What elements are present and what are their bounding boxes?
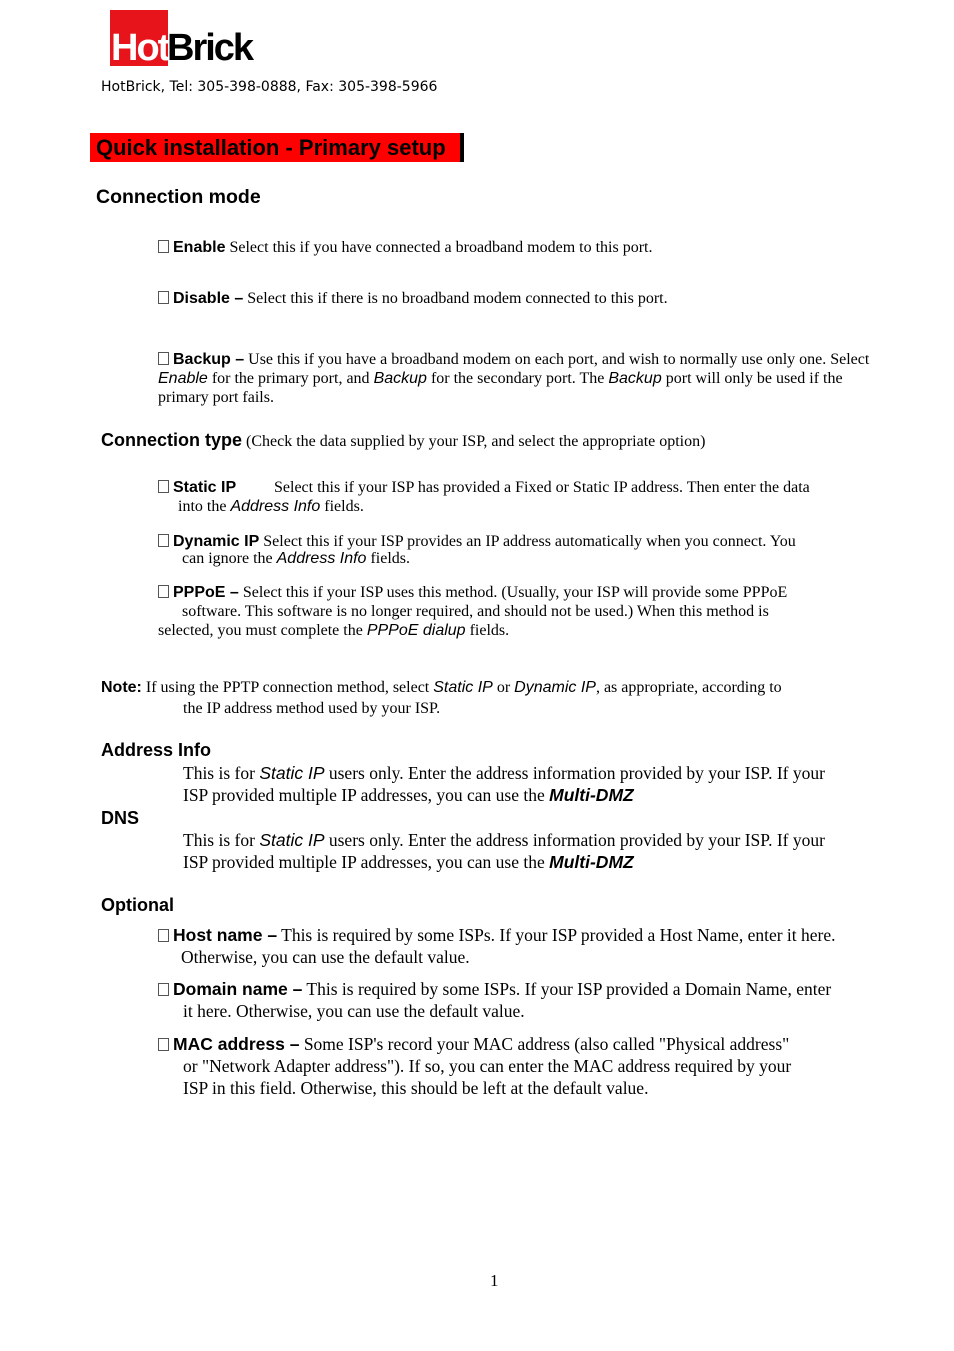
connection-mode-heading: Connection mode bbox=[96, 186, 261, 208]
mac-address-option: MAC address – Some ISP's record your MAC address (also called "Physical address" or "Network Adapter address"). If so, you can enter the MAC address required by your ISP in this field. Otherwise, this should be left at the default value. bbox=[158, 1033, 918, 1099]
dns-heading: DNS bbox=[101, 808, 140, 828]
checkbox-icon bbox=[158, 291, 169, 304]
checkbox-icon bbox=[158, 534, 169, 547]
address-info-heading: Address Info bbox=[101, 740, 212, 760]
page-number: 1 bbox=[490, 1271, 499, 1290]
hotbrick-logo bbox=[110, 10, 260, 69]
checkbox-icon bbox=[158, 480, 169, 493]
checkbox-icon bbox=[158, 983, 169, 996]
checkbox-icon bbox=[158, 929, 169, 942]
dynamic-ip-option: Dynamic IP Select this if your ISP provides an IP address automatically when you connect. You can ignore the Address Info fields. bbox=[158, 533, 898, 567]
backup-option: Backup – Use this if you have a broadband modem on each port, and wish to normally use only one. Select Enable for the primary port, and Backup for the secondary port. The Backup port will only be used if the primary port fails. bbox=[158, 351, 870, 406]
optional-heading: Optional bbox=[101, 895, 174, 915]
checkbox-icon bbox=[158, 1038, 169, 1051]
connection-type-heading: Connection type (Check the data supplied by your ISP, and select the appropriate option) bbox=[101, 430, 706, 450]
page-title-text: Quick installation - Primary setup bbox=[96, 135, 446, 160]
contact-line: HotBrick, Tel: 305-398-0888, Fax: 305-398-5966 bbox=[101, 79, 438, 95]
enable-option: Enable Select this if you have connected a broadband modem to this port. bbox=[158, 238, 878, 257]
host-name-option: Host name – This is required by some ISPs. If your ISP provided a Host Name, enter it here. Otherwise, you can use the default value. bbox=[158, 924, 918, 968]
logo-brick-text: Brick bbox=[167, 27, 253, 69]
checkbox-icon bbox=[158, 585, 169, 598]
page-title bbox=[90, 133, 464, 162]
checkbox-icon bbox=[158, 352, 169, 365]
disable-option: Disable – Select this if there is no broadband modem connected to this port. bbox=[158, 289, 878, 308]
logo-hot-text: Hot bbox=[111, 27, 169, 69]
dns-text: This is for Static IP users only. Enter the address information provided by your ISP. If your ISP provided multiple IP addresses, you can use the Multi-DMZ bbox=[183, 830, 825, 872]
pppoe-option: PPPoE – Select this if your ISP uses this method. (Usually, your ISP will provide some PPPoE software. This software is no longer required, and should not be used.) When this method is selected, you must complete the PPPoE dialup fields. bbox=[158, 584, 788, 639]
domain-name-option: Domain name – This is required by some ISPs. If your ISP provided a Domain Name, enter it here. Otherwise, you can use the default value. bbox=[158, 978, 918, 1022]
static-ip-option: Static IP Select this if your ISP has provided a Fixed or Static IP address. Then enter the data into the Address Info fields. bbox=[158, 478, 898, 516]
checkbox-icon bbox=[158, 240, 169, 253]
pptp-note: Note: If using the PPTP connection method, select Static IP or Dynamic IP, as appropriate, according to the IP address method used by your ISP. bbox=[101, 679, 782, 717]
address-info-text: This is for Static IP users only. Enter the address information provided by your ISP. If your ISP provided multiple IP addresses, you can use the Multi-DMZ bbox=[183, 763, 825, 805]
